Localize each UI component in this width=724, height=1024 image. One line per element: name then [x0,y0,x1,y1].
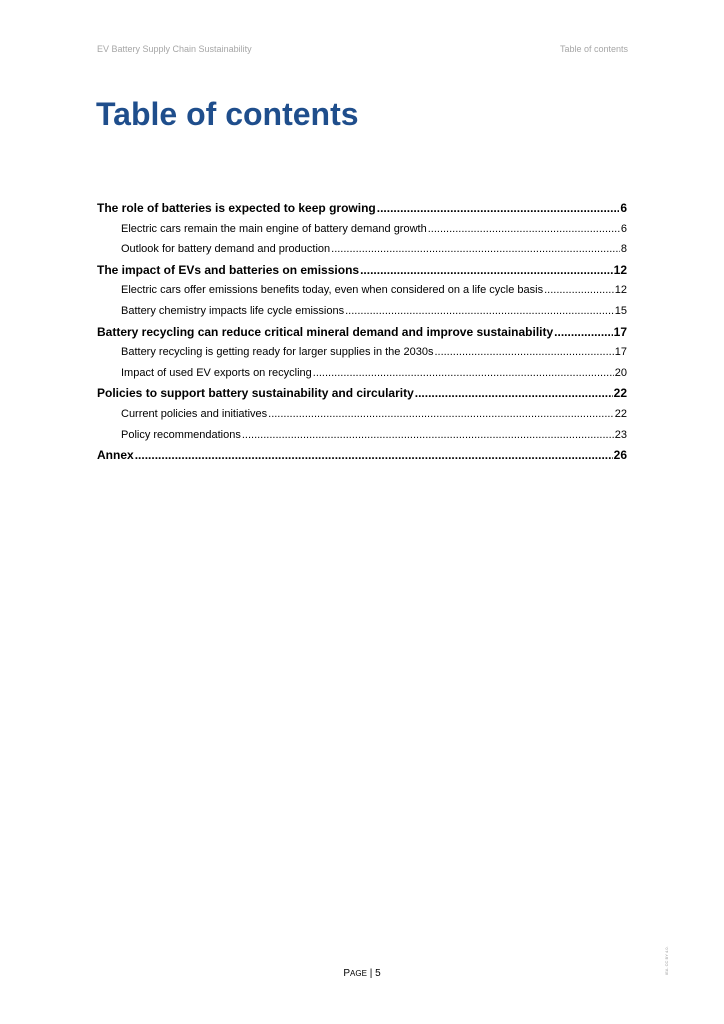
toc-entry-page: 6 [620,201,627,215]
toc-dot-leader [415,383,613,404]
toc-entry-chapter[interactable] [97,445,627,466]
license-notice: IEA. CC BY 4.0. [664,946,669,975]
toc-entry-page: 8 [620,243,627,256]
toc-entry-section[interactable] [97,219,627,240]
toc-entry-label: Annex [97,448,134,463]
toc-entry-label: Impact of used EV exports on recycling [121,366,312,379]
toc-entry-label: Current policies and initiatives [121,407,268,420]
toc-entry-page: 23 [614,428,627,441]
toc-entry-section[interactable] [97,239,627,260]
toc-entry-label: Policy recommendations [121,428,241,441]
toc-dot-leader [135,445,613,466]
toc-entry-page: 17 [613,324,627,339]
toc-entry-page: 12 [613,262,627,277]
toc-entry-page: 15 [614,304,627,317]
toc-entry-section[interactable] [97,425,627,446]
toc-entry-label: Policies to support battery sustainability and circularity [97,386,414,401]
toc-entry-chapter[interactable] [97,198,627,219]
toc-entry-page: 17 [614,346,627,359]
footer-separator: | [369,968,373,979]
toc-entry-label: Battery recycling is getting ready for larger supplies in the 2030s [121,346,434,359]
toc-entry-section[interactable] [97,342,627,363]
footer-page-word [343,968,367,979]
toc-entry-label: Electric cars offer emissions benefits today, even when considered on a life cycle basis [121,284,544,297]
toc-entry-label: Battery chemistry impacts life cycle emissions [121,304,345,317]
toc-entry-section[interactable] [97,363,627,384]
toc-entry-page: 22 [613,386,627,401]
toc-entry-section[interactable] [97,280,627,301]
toc-entry-chapter[interactable] [97,383,627,404]
toc-entry-page: 26 [613,448,627,463]
toc-entry-chapter[interactable] [97,260,627,281]
toc-dot-leader [331,239,620,260]
toc-dot-leader [377,198,620,219]
toc-entry-label: Outlook for battery demand and production [121,243,331,256]
toc-entry-label: The impact of EVs and batteries on emissions [97,262,360,277]
running-header [97,44,628,54]
toc-entry-page: 6 [620,222,627,235]
toc-dot-leader [428,219,620,240]
toc-entry-label: Battery recycling can reduce critical mineral demand and improve sustainability [97,324,554,339]
toc-dot-leader [313,363,614,384]
footer-page-word-rest: AGE [350,969,367,978]
toc-dot-leader [544,280,614,301]
toc-dot-leader [360,260,613,281]
toc-dot-leader [434,342,613,363]
page-footer [0,968,724,979]
header-section-title: Table of contents [559,44,628,54]
toc-dot-leader [554,322,612,343]
header-document-title: EV Battery Supply Chain Sustainability [97,44,252,54]
table-of-contents [97,198,627,466]
toc-entry-section[interactable] [97,404,627,425]
toc-entry-chapter[interactable] [97,322,627,343]
toc-entry-label: The role of batteries is expected to keep growing [97,201,376,215]
toc-dot-leader [345,301,614,322]
toc-entry-section[interactable] [97,301,627,322]
page-title: Table of contents [96,96,359,132]
toc-entry-page: 12 [614,284,627,297]
toc-dot-leader [242,425,614,446]
toc-entry-page: 20 [614,366,627,379]
toc-entry-page: 22 [614,407,627,420]
footer-page-number: 5 [375,968,381,979]
footer-page-word-initial: P [343,968,351,979]
toc-entry-label: Electric cars remain the main engine of battery demand growth [121,222,427,235]
toc-dot-leader [268,404,614,425]
